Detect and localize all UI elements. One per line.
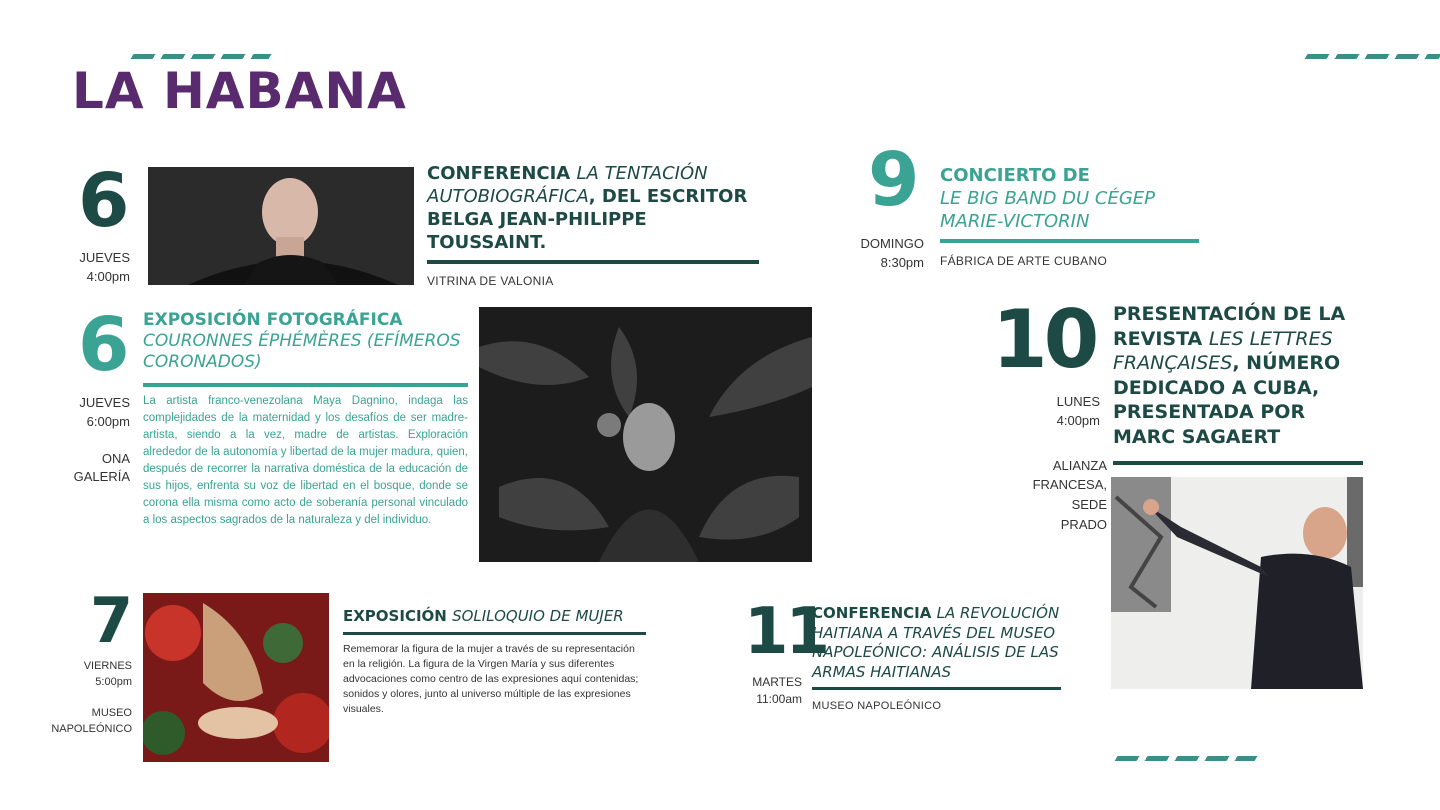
event-heading: [812, 604, 1070, 682]
event-venue-line2: FRANCESA,: [1032, 477, 1107, 492]
heading-rule: [143, 383, 468, 387]
event-time: 11:00am: [756, 692, 802, 706]
heading-italic: SOLILOQUIO DE MUJER: [452, 607, 624, 625]
heading-rule: [427, 260, 759, 264]
presenter-photo: [1111, 477, 1363, 689]
event-day-number: 6: [78, 158, 130, 244]
event-heading: [940, 164, 1200, 233]
event-day-number: 9: [868, 137, 920, 223]
heading-bold: PRESENTACIÓN DE LA REVISTA: [1113, 303, 1346, 350]
event-time: 4:00pm: [86, 269, 130, 284]
event-venue-line2: NAPOLEÓNICO: [51, 723, 132, 735]
heading-rule: [940, 239, 1199, 243]
event-weekday: JUEVES: [79, 395, 130, 410]
heading-italic: LES LETTRES FRANÇAISES: [1113, 327, 1333, 374]
event-heading: [343, 607, 624, 625]
event-day-number: 6: [78, 302, 130, 388]
artwork-image: [143, 593, 329, 762]
heading-bold: CONFERENCIA: [812, 604, 932, 622]
event-weekday: JUEVES: [79, 250, 130, 265]
event-venue-line1: ONA: [101, 451, 130, 466]
heading-italic: COURONNES ÉPHÉMÈRES (EFÍMEROS CORONADOS): [143, 331, 461, 372]
heading-italic: LE BIG BAND DU CÉGEP MARIE-VICTORIN: [940, 188, 1156, 232]
event-venue: MUSEO NAPOLEÓNICO: [812, 700, 942, 712]
event-day-number: 10: [992, 293, 1096, 386]
event-time: 5:00pm: [95, 676, 132, 688]
heading-italic: LA REVOLUCIÓN HAITIANA A TRAVÉS DEL MUSEO NAPOLEÓNICO: ANÁLISIS DE LAS ARMAS HAITIANAS: [812, 604, 1060, 681]
event-heading: [427, 162, 767, 254]
event-time: 4:00pm: [1056, 413, 1100, 428]
event-venue-line1: ALIANZA: [1052, 458, 1107, 473]
event-venue-line3: SEDE: [1071, 497, 1107, 512]
heading-rule: [812, 687, 1061, 690]
event-venue-line2: GALERÍA: [73, 469, 130, 484]
event-description: Rememorar la figura de la mujer a través de su representación en la religión. La figura de la Virgen María y sus diferentes advocaciones como centro de las expresiones aquí contenidas; sonidos y olores, junto al universo múltiple de las expresiones visuales.: [343, 643, 639, 715]
heading-bold: EXPOSICIÓN FOTOGRÁFICA: [143, 310, 403, 330]
heading-bold: CONCIERTO DE: [940, 165, 1090, 186]
heading-bold-2: , DEL ESCRITOR BELGA JEAN-PHILIPPE TOUSSAINT.: [427, 186, 748, 253]
decor-dashes-bottom-right: [1115, 756, 1258, 761]
page-title: LA HABANA: [72, 62, 407, 120]
event-day-number: 11: [744, 595, 828, 669]
heading-bold: CONFERENCIA: [427, 163, 571, 184]
event-time: 8:30pm: [880, 255, 924, 270]
event-venue: VITRINA DE VALONIA: [427, 274, 554, 288]
speaker-photo: [148, 167, 414, 285]
exhibition-photo: [479, 307, 812, 562]
event-day-number: 7: [90, 584, 134, 657]
event-description: La artista franco-venezolana Maya Dagnino, indaga las complejidades de la maternidad y los desafíos de ser madre-artista, siendo a la vez, madre de artistas. Exploración alrededor de la autonomía y libertad de la mujer madura, quien, después de recorrer la narrativa doméstica de la educación de sus hijos, enfrenta su voz de libertad en el bosque, donde se corona ella misma como acto de soberanía personal vinculado a los aspectos sagrados de la naturaleza y del individuo.: [143, 395, 468, 526]
event-venue: FÁBRICA DE ARTE CUBANO: [940, 254, 1108, 268]
event-venue-line4: PRADO: [1060, 517, 1107, 532]
event-weekday: MARTES: [752, 675, 802, 689]
heading-rule: [343, 632, 646, 635]
decor-dashes-top-right: [1305, 54, 1440, 59]
event-weekday: VIERNES: [83, 660, 132, 672]
event-weekday: DOMINGO: [860, 236, 924, 251]
heading-italic: LA TENTACIÓN AUTOBIOGRÁFICA: [427, 163, 708, 207]
event-weekday: LUNES: [1056, 394, 1100, 409]
decor-dashes-top-left: [131, 54, 272, 59]
event-heading: [143, 310, 473, 373]
heading-bold: EXPOSICIÓN: [343, 607, 447, 625]
heading-rule: [1113, 461, 1363, 465]
event-time: 6:00pm: [86, 414, 130, 429]
event-heading: [1113, 302, 1373, 449]
event-venue-line1: MUSEO: [91, 707, 132, 719]
heading-bold-2: , NÚMERO DEDICADO A CUBA, PRESENTADA POR MARC SAGAERT: [1113, 352, 1341, 448]
